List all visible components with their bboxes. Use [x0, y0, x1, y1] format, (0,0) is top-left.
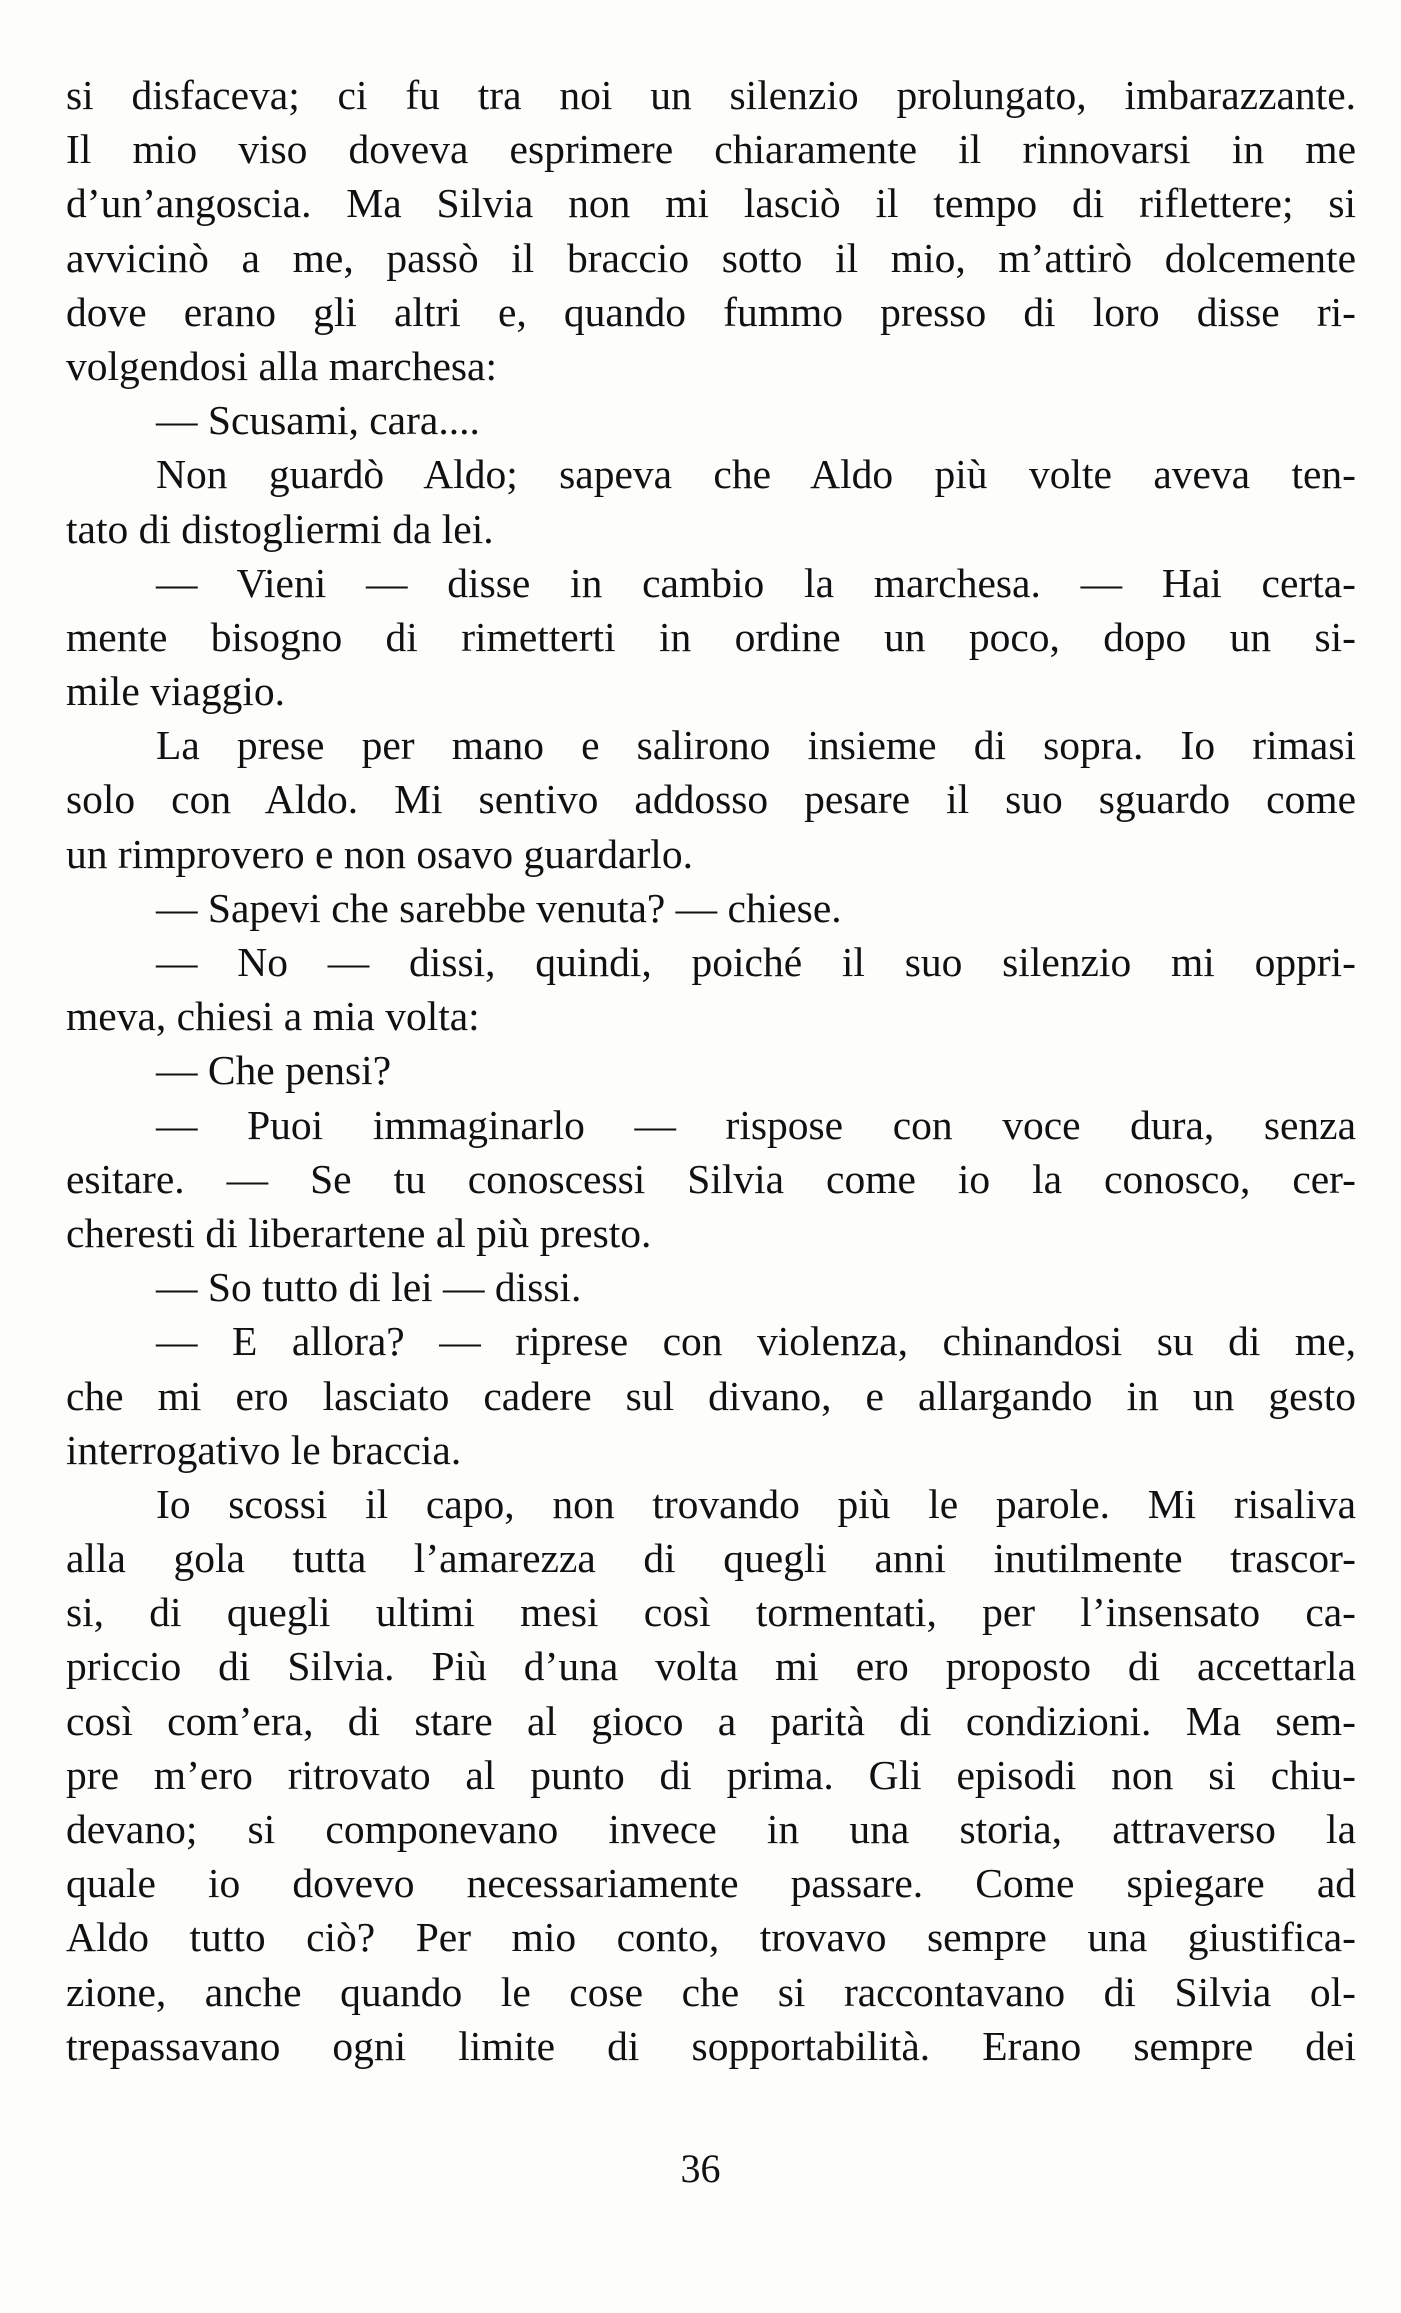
text-line: quale io dovevo necessariamente passare. Come spiegare ad [66, 1860, 1356, 1907]
text-line: meva, chiesi a mia volta: [66, 993, 480, 1040]
text-line: si disfaceva; ci fu tra noi un silenzio prolungato, imbarazzante. [66, 72, 1356, 118]
text-line: — Scusami, cara.... [156, 397, 480, 444]
page-number: 36 [680, 2146, 721, 2191]
text-line: mile viaggio. [66, 668, 285, 715]
text-line: La prese per mano e salirono insieme di sopra. Io rimasi [156, 722, 1356, 769]
text-line: devano; si componevano invece in una storia, attraverso la [66, 1806, 1356, 1852]
text-line: — Puoi immaginarlo — rispose con voce dura, senza [156, 1101, 1356, 1148]
text-line: si, di quegli ultimi mesi così tormentati, per l’insensato ca- [66, 1589, 1356, 1636]
text-line: interrogativo le braccia. [66, 1426, 462, 1473]
text-line: Non guardò Aldo; sapeva che Aldo più volte aveva ten- [156, 451, 1356, 498]
text-line: solo con Aldo. Mi sentivo addosso pesare il suo sguardo come [66, 776, 1356, 823]
text-line: — So tutto di lei — dissi. [156, 1264, 582, 1311]
text-line: così com’era, di stare al gioco a parità di condizioni. Ma sem- [66, 1697, 1356, 1744]
text-line: volgendosi alla marchesa: [66, 342, 497, 389]
text-line: un rimprovero e non osavo guardarlo. [66, 830, 693, 877]
text-line: priccio di Silvia. Più d’una volta mi ero proposto di accettarla [66, 1643, 1356, 1690]
text-line: che mi ero lasciato cadere sul divano, e allargando in un gesto [66, 1372, 1356, 1419]
text-line: zione, anche quando le cose che si raccontavano di Silvia ol- [66, 1968, 1356, 2015]
text-line: d’un’angoscia. Ma Silvia non mi lasciò il tempo di riflettere; si [66, 180, 1356, 227]
text-line: pre m’ero ritrovato al punto di prima. Gli episodi non si chiu- [66, 1751, 1356, 1798]
body-text [66, 68, 1356, 2073]
text-line: mente bisogno di rimetterti in ordine un poco, dopo un si- [66, 613, 1356, 660]
text-line: esitare. — Se tu conoscessi Silvia come io la conosco, cer- [66, 1155, 1356, 1202]
text-line: — No — dissi, quindi, poiché il suo silenzio mi oppri- [156, 939, 1356, 985]
text-line: Il mio viso doveva esprimere chiaramente il rinnovarsi in me [66, 126, 1356, 173]
text-line: dove erano gli altri e, quando fummo presso di loro disse ri- [66, 288, 1356, 335]
text-line: — Che pensi? [156, 1047, 392, 1094]
text-line: alla gola tutta l’amarezza di quegli anni inutilmente trascor- [66, 1535, 1356, 1582]
text-line: Aldo tutto ciò? Per mio conto, trovavo sempre una giustifica- [66, 1914, 1356, 1961]
text-line: avvicinò a me, passò il braccio sotto il mio, m’attirò dolcemente [66, 234, 1356, 281]
text-line: — Sapevi che sarebbe venuta? — chiese. [156, 884, 842, 931]
text-line: trepassavano ogni limite di sopportabilità. Erano sempre dei [66, 2022, 1356, 2069]
text-line: — Vieni — disse in cambio la marchesa. — Hai certa- [156, 559, 1356, 606]
text-line: cheresti di liberartene al più presto. [66, 1209, 652, 1256]
text-line: — E allora? — riprese con violenza, chinandosi su di me, [156, 1318, 1356, 1365]
text-line: tato di distogliermi da lei. [66, 505, 494, 552]
text-line: Io scossi il capo, non trovando più le parole. Mi risaliva [156, 1480, 1356, 1527]
